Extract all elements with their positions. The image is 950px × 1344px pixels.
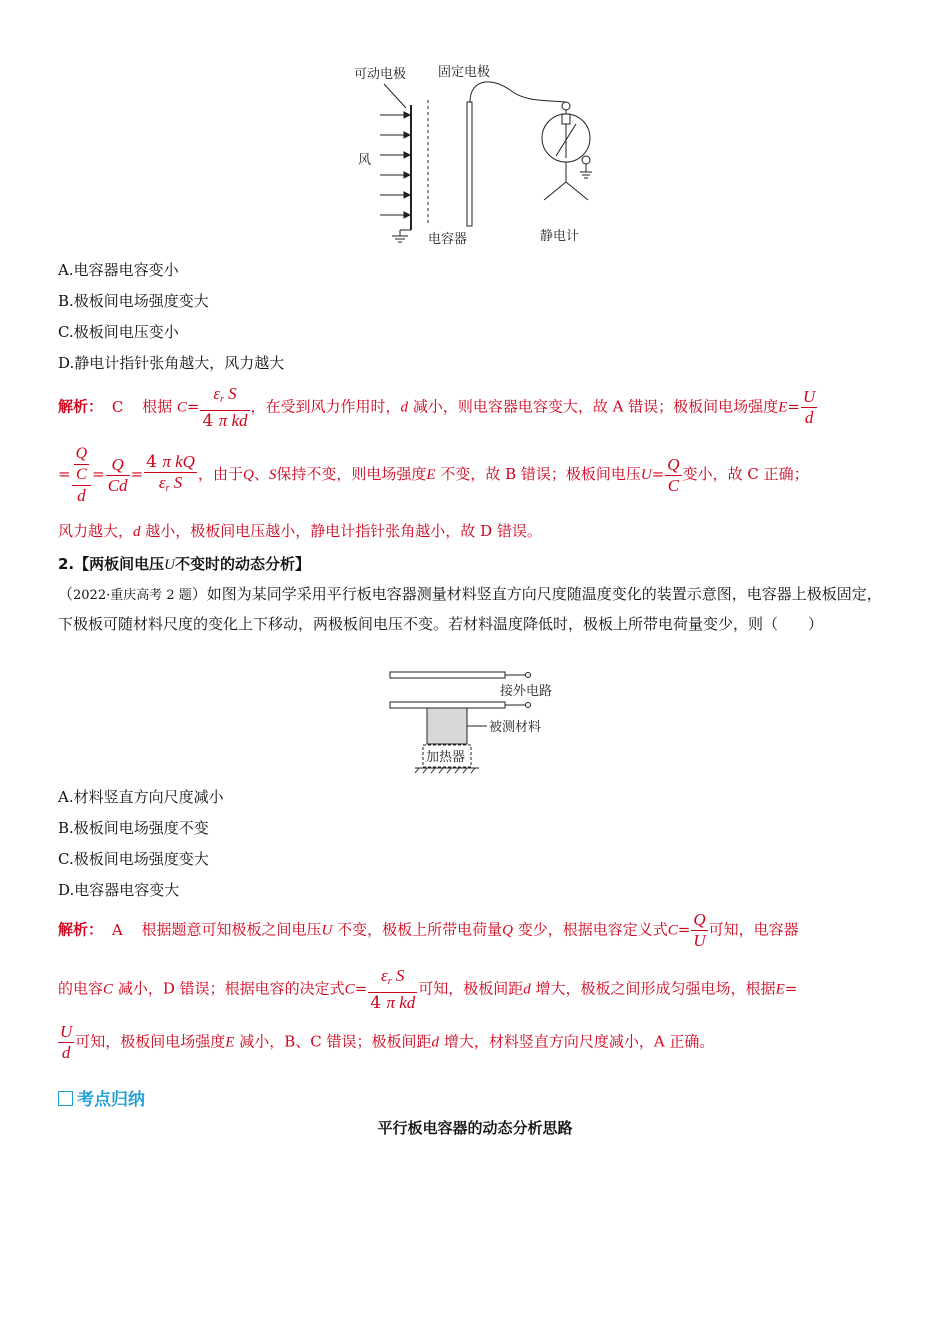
- q1-analysis-line1: 解析： C 根据 C= $\frac{\varepsilon_r S}{\text{4 π kd}}$ ，在受到风力作用时，d 减小，则电容器电容变大，故 A 错误；极板间电场强度E= $\frac{U}{d}$: [58, 384, 816, 431]
- q2-source: 2022·重庆高考 2 题: [73, 588, 192, 603]
- fixed-plate-label: 固定电极: [438, 65, 491, 80]
- capacitor-label: 电容器: [428, 232, 468, 247]
- analysis-label: 解析: [58, 397, 89, 416]
- checkbox-square-icon: [58, 1091, 73, 1106]
- electroscope-label: 静电计: [540, 229, 580, 244]
- q2-answer: A: [111, 920, 123, 939]
- q1-option-c: C.极板间电压变小: [58, 323, 179, 341]
- q1-option-b: B.极板间电场强度变大: [58, 292, 209, 310]
- movable-plate-label: 可动电极: [354, 67, 407, 82]
- q2-stem: （2022·重庆高考 2 题）如图为某同学采用平行板电容器测量材料竖直方向尺度随温度变化的装置示意图，电容器上极板固定，下极板可随材料尺度的变化上下移动，两极板间电压不变。若材料温度降低时，极板上所带电荷量变少，则（ ）: [58, 585, 882, 633]
- q2-option-a: A.材料竖直方向尺度减小: [58, 788, 224, 806]
- wind-arrows: [380, 112, 410, 218]
- q1-option-d: D.静电计指针张角越大，风力越大: [58, 354, 285, 372]
- q1-analysis-line3: 风力越大，d 越小，极板间电压越小，静电计指针张角越小，故 D 错误。: [58, 522, 542, 540]
- q1-answer: C: [111, 397, 124, 416]
- q1-analysis-line2: = $\frac{\frac{Q}{C}}{d}$ = $\frac{Q}{Cd}$ = $\frac{\text{4 π kQ}}{\varepsilon_r S}$ ，由于Q、S保持不变，则电场强度E 不变，故 B 错误；极板间电压U= $\frac{Q}{C}$ 变小，故 C 正确；: [58, 445, 809, 505]
- q2-heading: 2.【两板间电压U不变时的动态分析】: [58, 555, 310, 573]
- capacitor-wind-figure: [340, 60, 610, 250]
- material-capacitor-figure: [385, 668, 575, 776]
- q2-option-b: B.极板间电场强度不变: [58, 819, 209, 837]
- q2-option-d: D.电容器电容变大: [58, 881, 180, 899]
- external-circuit-label: 接外电路: [500, 684, 553, 699]
- q2-analysis-line3: $\frac{U}{d}$ 可知，极板间电场强度E 减小，B、C 错误；极板间距d 增大，材料竖直方向尺度减小，A 正确。: [60, 1022, 715, 1062]
- summary-heading: 考点归纳: [58, 1085, 145, 1110]
- summary-subtitle: 平行板电容器的动态分析思路: [377, 1119, 573, 1137]
- heater-label: 加热器: [426, 750, 466, 765]
- q2-option-c: C.极板间电场强度变大: [58, 850, 209, 868]
- wind-label: 风: [358, 153, 372, 168]
- q2-analysis-line2: 的电容C 减小，D 错误；根据电容的决定式C= $\frac{\varepsilon_r S}{\text{4 π kd}}$ 可知，极板间距d 增大，极板之间形成匀强电场，根据E=: [58, 966, 798, 1013]
- material-label: 被测材料: [489, 720, 542, 735]
- q1-option-a: A.电容器电容变小: [58, 261, 179, 279]
- q2-analysis-line1: 解析： A 根据题意可知极板之间电压U 不变，极板上所带电荷量Q 变少，根据电容定义式C= $\frac{Q}{U}$ 可知，电容器: [58, 910, 799, 950]
